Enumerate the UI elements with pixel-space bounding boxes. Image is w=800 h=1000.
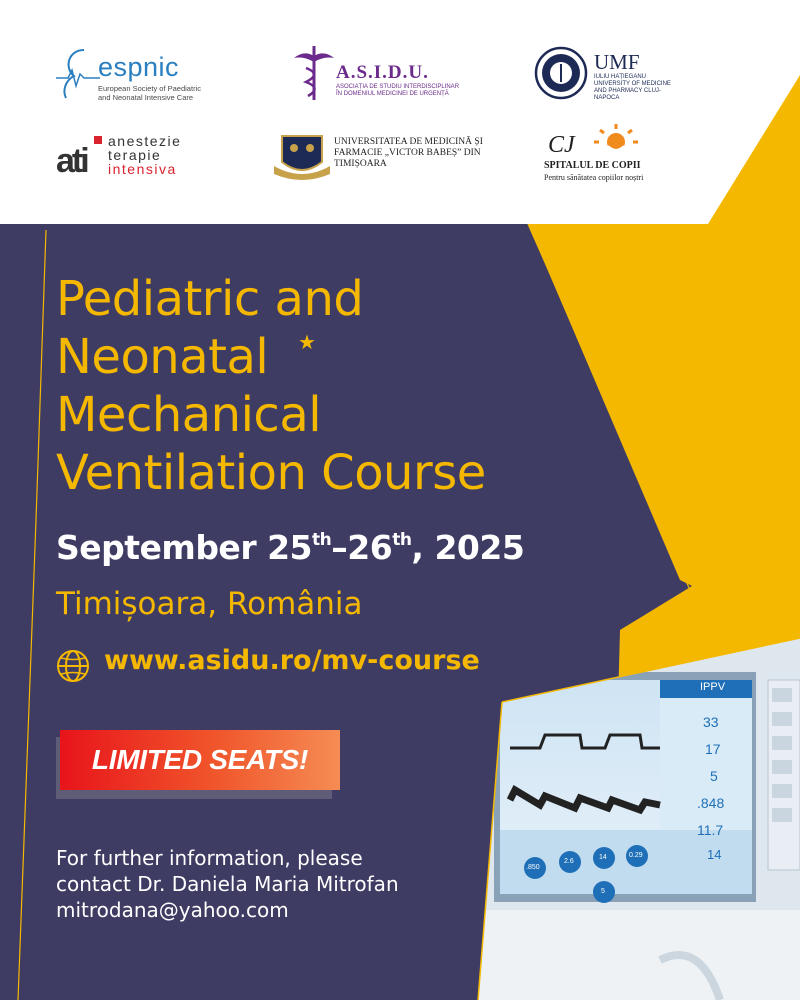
- globe-icon: [56, 649, 90, 683]
- spitalul-name: SPITALUL DE COPII: [544, 160, 641, 171]
- monitor-value: 17: [705, 741, 721, 757]
- monitor-knob-label: 5: [601, 888, 605, 895]
- event-location: Timișoara, România: [56, 586, 363, 622]
- espnic-name: espnic: [98, 52, 180, 82]
- espnic-subtitle: European Society of Paediatric and Neonatal Intensive Care: [98, 84, 201, 102]
- monitor-knob-label: 0.29: [629, 852, 643, 859]
- monitor-knob-label: 2.6: [564, 858, 574, 865]
- asidu-subtitle: ASOCIAȚIA DE STUDIU INTERDISCIPLINAR ÎN DOMENIUL MEDICINEI DE URGENȚĂ: [336, 84, 460, 97]
- espnic-logo-icon: [56, 44, 100, 104]
- course-title-line: Mechanical: [56, 387, 322, 443]
- contact-line: contact Dr. Daniela Maria Mitrofan: [56, 872, 399, 896]
- limited-seats-badge: [60, 730, 340, 790]
- ati-logo-icon: [56, 134, 104, 176]
- umft-name: UNIVERSITATEA DE MEDICINĂ ȘI FARMACIE „VICTOR BABEȘ” DIN TIMIȘOARA: [334, 137, 483, 169]
- course-title-line: Pediatric and: [56, 271, 364, 327]
- monitor-value: .848: [697, 795, 725, 811]
- monitor-value: 14: [707, 847, 722, 862]
- date-month: September 25: [56, 528, 313, 567]
- course-title: [56, 270, 576, 502]
- course-title-line: Ventilation Course: [56, 445, 486, 501]
- date-suffix: th: [312, 530, 332, 550]
- limited-seats-label: LIMITED SEATS!: [91, 744, 309, 775]
- monitor-knob-label: .850: [526, 864, 540, 871]
- monitor-value: 11.7: [697, 822, 724, 838]
- umf-subtitle: IULIU HAȚIEGANU UNIVERSITY OF MEDICINE AND PHARMACY CLUJ-NAPOCA: [594, 74, 671, 101]
- star-mark: ★: [298, 332, 316, 354]
- course-website-link[interactable]: www.asidu.ro/mv-course: [104, 645, 480, 676]
- monitor-value: 5: [710, 768, 718, 784]
- date-range-end: –26: [331, 528, 393, 567]
- spitalul-logo-icon: [548, 122, 658, 162]
- umft-crest-icon: [274, 132, 330, 180]
- ati-line-1: anestezie: [108, 133, 182, 149]
- course-title-line: Neonatal: [56, 329, 269, 385]
- spitalul-subtitle: Pentru sănătatea copiilor noștri: [544, 173, 644, 182]
- ati-line-3: intensiva: [108, 161, 177, 177]
- contact-info: [56, 845, 476, 923]
- ati-mark: ati: [56, 142, 87, 176]
- monitor-knob-label: 14: [599, 854, 607, 861]
- ati-line-2: terapie: [108, 147, 162, 163]
- contact-line: For further information, please: [56, 846, 363, 870]
- umf-seal-icon: [534, 46, 588, 100]
- contact-email[interactable]: mitrodana@yahoo.com: [56, 898, 289, 922]
- caduceus-icon: [292, 42, 336, 102]
- date-year: , 2025: [411, 528, 525, 567]
- ati-text: [108, 134, 181, 176]
- spitalul-mark: CJ: [548, 132, 575, 158]
- event-dates: [56, 528, 524, 567]
- monitor-mode-label: IPPV: [700, 681, 726, 693]
- umf-name: UMF: [594, 50, 640, 74]
- asidu-name: A.S.I.D.U.: [336, 62, 429, 83]
- date-suffix: th: [392, 530, 412, 550]
- monitor-value: 33: [703, 714, 719, 730]
